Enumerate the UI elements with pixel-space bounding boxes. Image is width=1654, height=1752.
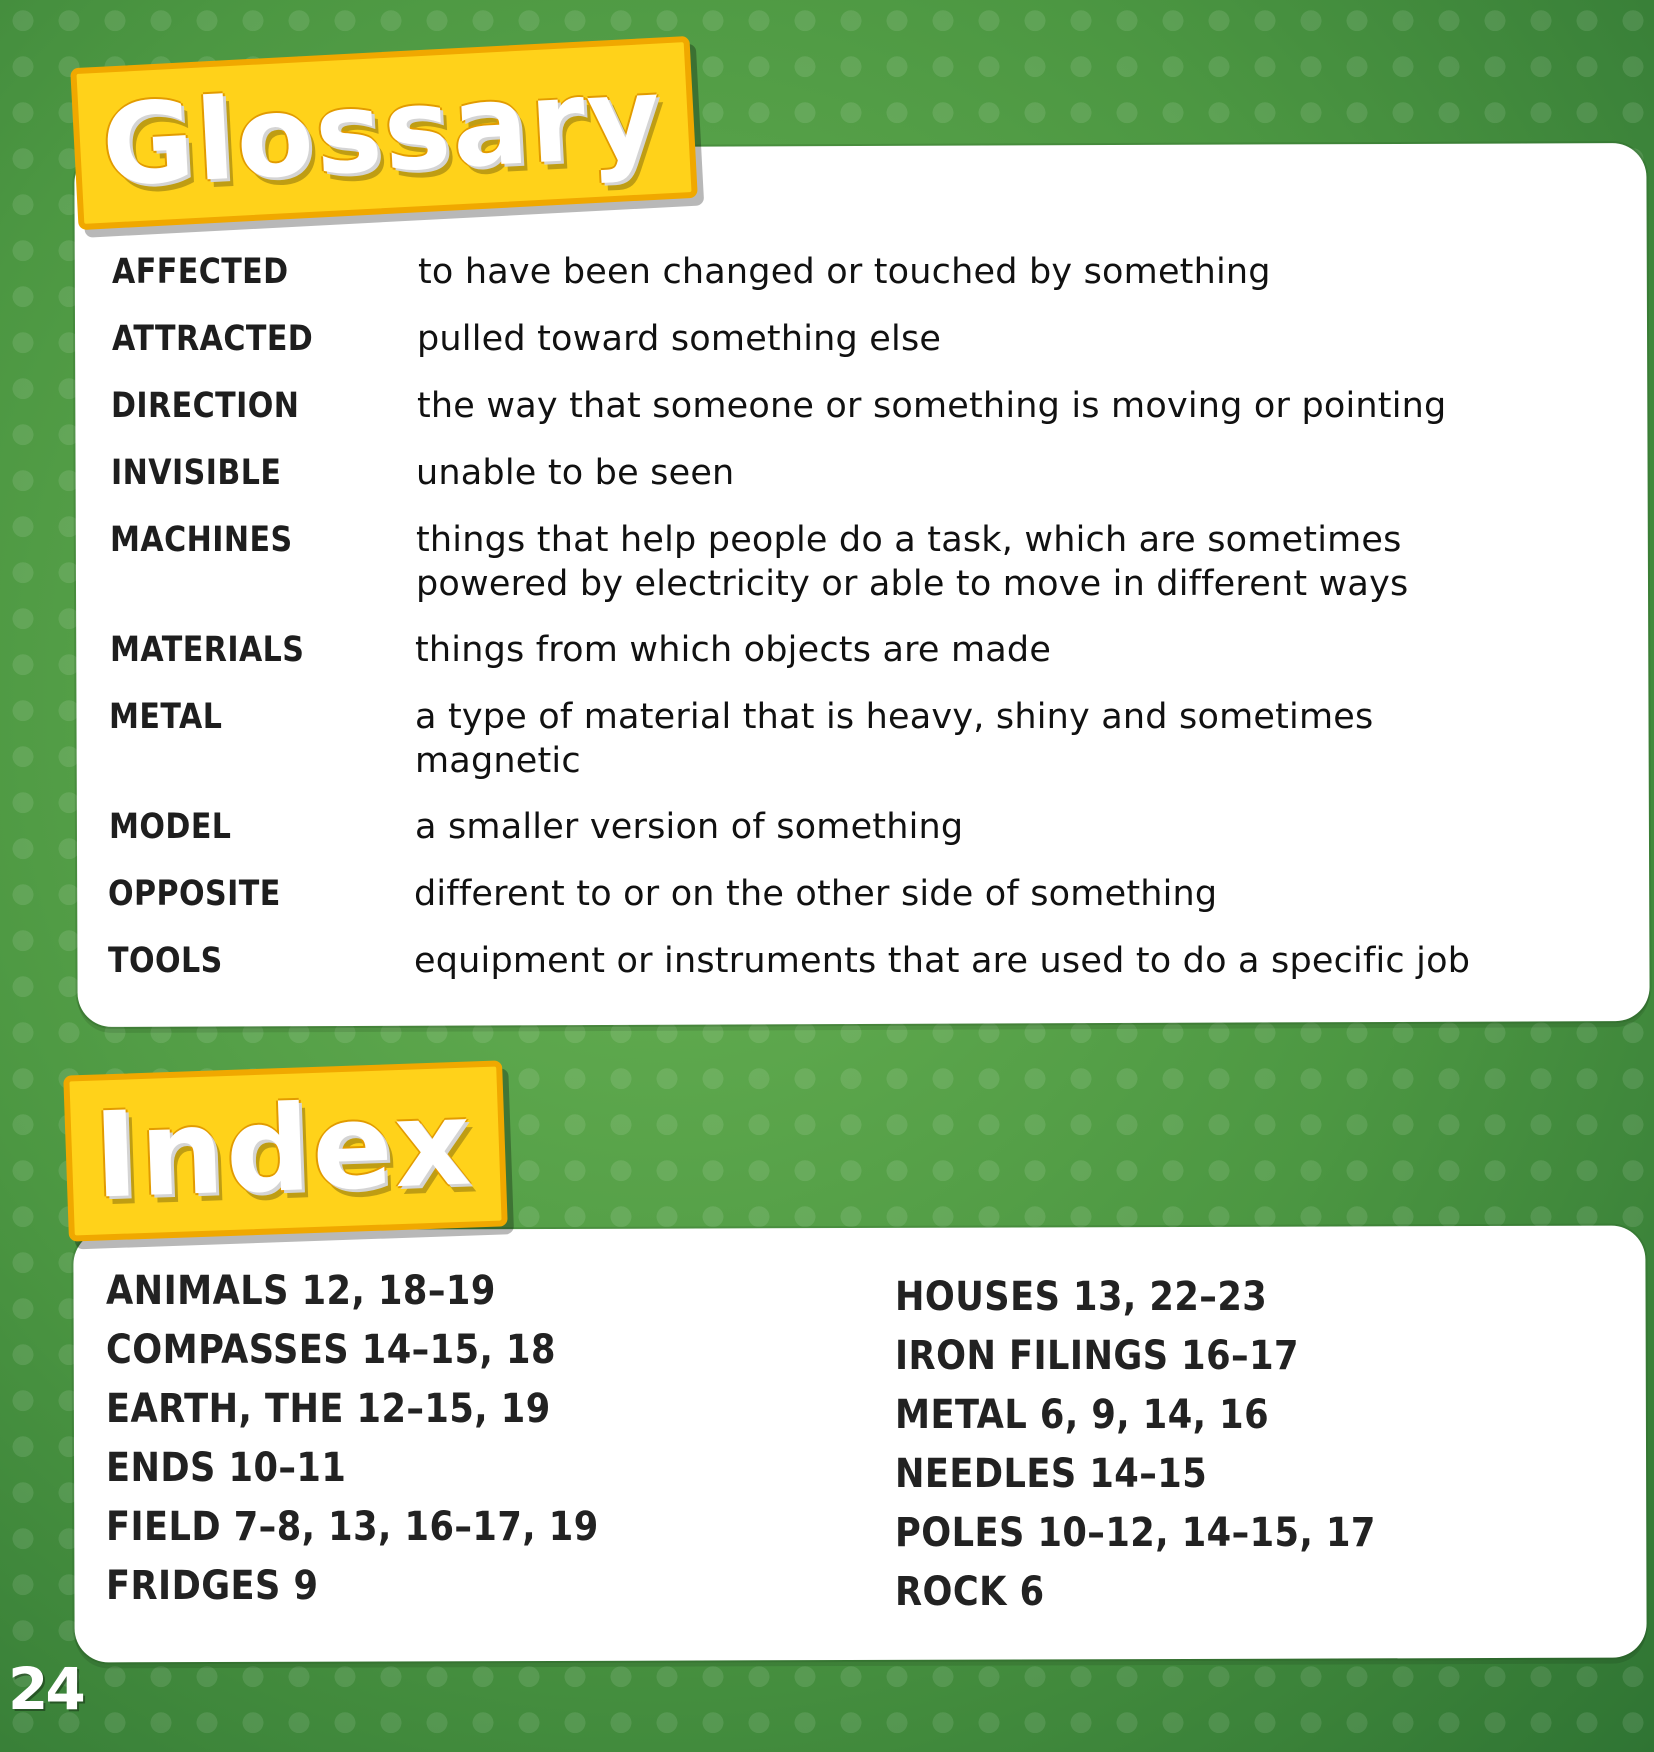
index-entry-metal: METAL 6, 9, 14, 16 [895,1392,1270,1438]
glossary-title: Glossary [98,52,666,212]
page-number: 24 [8,1655,83,1723]
index-heading [63,1060,507,1241]
glossary-term-tools: TOOLS [108,941,223,981]
glossary-definition-invisible: unable to be seen [416,453,735,493]
glossary-definition-metal-line2: magnetic [415,741,581,781]
glossary-definition-machines-line2: powered by electricity or able to move in different ways [416,564,1409,604]
glossary-term-model: MODEL [109,807,232,847]
index-entry-fridges: FRIDGES 9 [106,1563,319,1609]
glossary-definition-direction: the way that someone or something is moving or pointing [417,386,1447,426]
glossary-definition-metal-line1: a type of material that is heavy, shiny and sometimes [415,697,1374,737]
glossary-term-metal: METAL [109,697,223,737]
index-entry-poles: POLES 10–12, 14–15, 17 [895,1510,1376,1556]
index-entry-houses: HOUSES 13, 22–23 [895,1274,1268,1320]
index-entry-ends: ENDS 10–11 [106,1445,347,1491]
glossary-definition-model: a smaller version of something [415,807,964,847]
index-title: Index [91,1073,475,1225]
index-entry-iron-filings: IRON FILINGS 16–17 [895,1333,1299,1379]
index-entry-earth: EARTH, THE 12–15, 19 [106,1386,551,1432]
index-entry-rock: ROCK 6 [895,1569,1045,1615]
index-entry-needles: NEEDLES 14–15 [895,1451,1208,1497]
glossary-definition-opposite: different to or on the other side of something [414,874,1218,914]
glossary-term-machines: MACHINES [110,520,293,560]
index-entry-field: FIELD 7–8, 13, 16–17, 19 [106,1504,599,1550]
glossary-definition-materials: things from which objects are made [415,630,1052,670]
glossary-definition-machines-line1: things that help people do a task, which are sometimes [416,520,1402,560]
glossary-heading [70,36,698,230]
index-entry-animals: ANIMALS 12, 18–19 [106,1268,496,1314]
glossary-term-materials: MATERIALS [110,630,305,670]
glossary-term-opposite: OPPOSITE [108,874,281,914]
index-entry-compasses: COMPASSES 14–15, 18 [106,1327,556,1373]
glossary-term-attracted: ATTRACTED [112,319,314,359]
glossary-term-invisible: INVISIBLE [111,453,282,493]
glossary-definition-attracted: pulled toward something else [417,319,942,359]
glossary-definition-tools: equipment or instruments that are used to do a specific job [414,941,1471,981]
glossary-term-direction: DIRECTION [111,386,300,426]
glossary-term-affected: AFFECTED [112,252,289,292]
glossary-definition-affected: to have been changed or touched by something [418,252,1271,292]
